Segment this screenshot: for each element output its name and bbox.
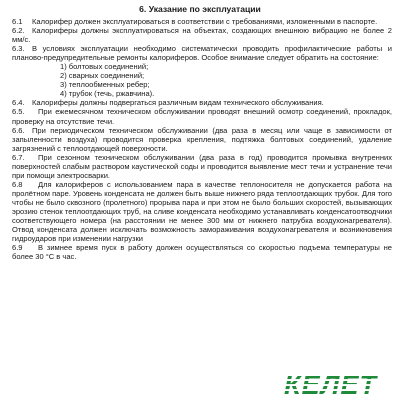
- paragraph-text: В зимнее время пуск в работу должен осуществляться со скоростью подъема температуры не более 30 °C в час.: [12, 243, 392, 262]
- logo-wordmark: КЕЛЕТ: [284, 371, 377, 397]
- paragraph-number: 6.2.: [12, 26, 25, 36]
- document-page: [6, 4, 394, 360]
- paragraph-6-5: [6, 107, 394, 125]
- paragraph-text: При периодическом техническом обслуживании (два раза в месяц или чаще в зависимости от запыленности воздуха) проводится проверка крепления, подтяжка болтовых соединений, удаление загрязнений с теплоотдающей поверхности.: [12, 125, 392, 153]
- paragraph-6-7: [6, 153, 394, 180]
- section-title: 6. Указание по эксплуатации: [139, 4, 261, 14]
- paragraph-number: 6.5.: [12, 107, 25, 117]
- paragraph-6-6: [6, 126, 394, 153]
- paragraph-text: Калорифер должен эксплуатироваться в соответствии с требованиями, изложенными в паспорте.: [32, 17, 378, 26]
- paragraph-text: При ежемесячном техническом обслуживании проводят внешний осмотр соединений, прокладок, проверку на отсутствие течи.: [12, 107, 392, 126]
- paragraph-number: 6.1: [12, 17, 23, 26]
- list-item-2: 2) сварных соединений;: [60, 71, 145, 81]
- paragraph-6-4: [6, 98, 394, 107]
- paragraph-text: Калориферы должны подвергаться различным видам технического обслуживания.: [32, 98, 324, 108]
- paragraph-text: Для калориферов с использованием пара в качестве теплоносителя не допускается работа на пролётном паре. Уровень конденсата не должен быть выше нижнего ряда теплоотдающих трубок. Для того чтобы не было сквозного (пролетного) прорыва пара и при этом не было больших скоростей, вызывающих эрозию стенок теплоотдающих труб, на сливе конденсата необходимо устанавливать конденсатоотводчики соответствующего номера (на расстоянии не менее 300 мм от нижнего патрубка воздухонагревателя). Отвод конденсата должен исключать возможность замораживания воздухонагревателя и возникновения гидроударов при изменении нагрузки: [12, 179, 392, 244]
- paragraph-6-2: [6, 26, 394, 44]
- paragraph-number: 6.8: [12, 179, 23, 189]
- paragraph-number: 6.4.: [12, 98, 25, 108]
- paragraph-number: 6.6.: [12, 125, 25, 135]
- paragraph-text: При сезонном техническом обслуживании (два раза в год) проводится промывка внутренних поверхностей слабым раствором каустической соды и проводится выявление мест течи и устранение течи при помощи электросварки.: [12, 152, 392, 180]
- paragraph-number: 6.3.: [12, 44, 25, 54]
- paragraph-number: 6.9: [12, 243, 23, 253]
- list-item-1: 1) болтовых соединений;: [60, 62, 149, 72]
- paragraph-text: В условиях эксплуатации необходимо систематически проводить профилактические работы и планово-предупредительные ремонты калориферов. Особое внимание следует обратить на состояние:: [12, 44, 392, 63]
- paragraph-6-8: [6, 180, 394, 243]
- kelet-logo: [280, 371, 398, 397]
- paragraph-6-9: [6, 243, 394, 261]
- paragraph-text: Калориферы должны эксплуатироваться на объектах, создающих внешнюю вибрацию не более 2 мм/с.: [12, 26, 392, 45]
- list-item-4: 4) трубок (течь, ржавчина).: [60, 89, 155, 99]
- kelet-logo-graphic: [280, 371, 398, 397]
- paragraph-6-3: [6, 44, 394, 62]
- list-item-3: 3) теплообменных ребер;: [60, 80, 150, 90]
- paragraph-number: 6.7.: [12, 152, 25, 162]
- paragraph-6-1: [6, 17, 394, 26]
